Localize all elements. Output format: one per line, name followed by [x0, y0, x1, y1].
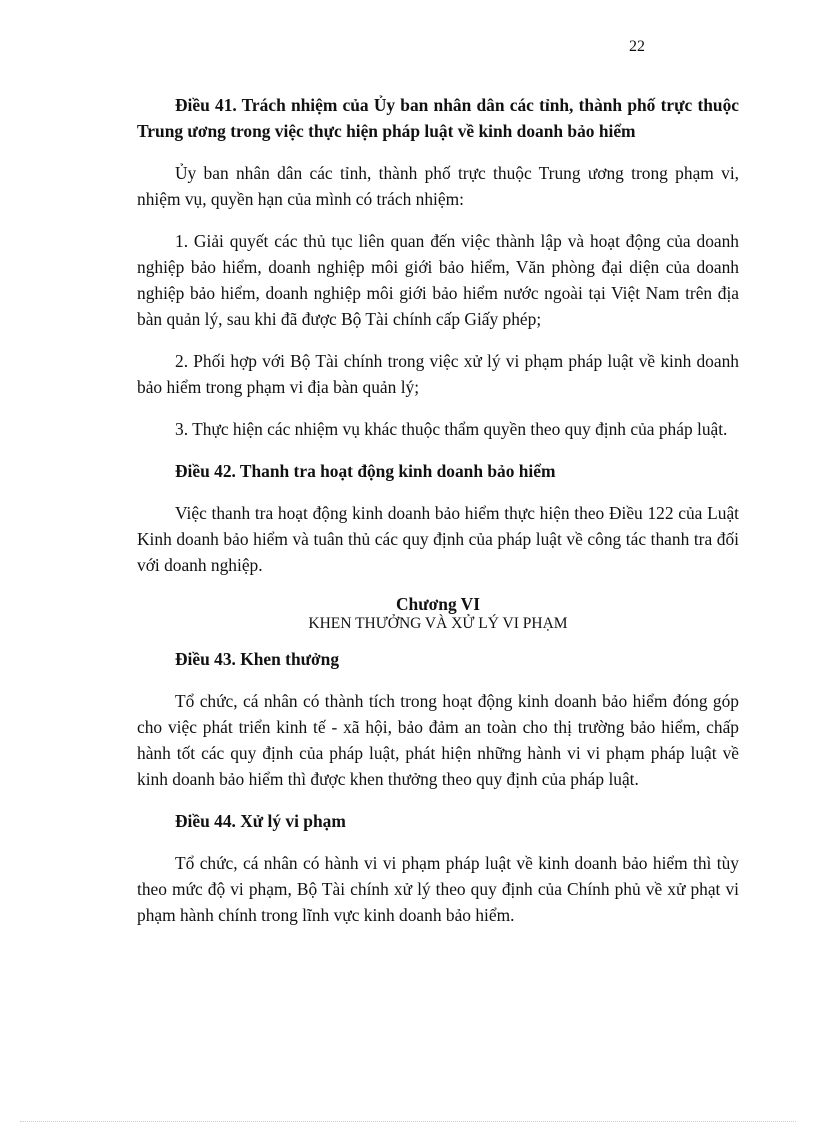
page-number: 22 [629, 38, 645, 55]
article-41-title: Điều 41. Trách nhiệm của Ủy ban nhân dân các tỉnh, thành phố trực thuộc Trung ương trong việc thực hiện pháp luật về kinh doanh bảo hiểm [137, 95, 739, 141]
article-44-body: Tổ chức, cá nhân có hành vi vi phạm pháp luật về kinh doanh bảo hiểm thì tùy theo mức độ vi phạm, Bộ Tài chính xử lý theo quy định của Chính phủ về xử phạt vi phạm hành chính trong lĩnh vực kinh doanh bảo hiểm. [137, 853, 739, 925]
document-body [137, 92, 739, 944]
article-41-item-2: 2. Phối hợp với Bộ Tài chính trong việc xử lý vi phạm pháp luật về kinh doanh bảo hiểm trong phạm vi địa bàn quản lý; [137, 351, 739, 397]
article-44-title: Điều 44. Xử lý vi phạm [175, 811, 346, 831]
chapter-number: Chương VI [395, 594, 481, 614]
chapter-title: KHEN THƯỞNG VÀ XỬ LÝ VI PHẠM [308, 615, 568, 632]
article-41-item-1: 1. Giải quyết các thủ tục liên quan đến việc thành lập và hoạt động của doanh nghiệp bảo hiểm, doanh nghiệp môi giới bảo hiểm, Văn phòng đại diện của doanh nghiệp bảo hiểm, doanh nghiệp môi giới bảo hiểm nước ngoài tại Việt Nam trên địa bàn quản lý, sau khi đã được Bộ Tài chính cấp Giấy phép; [137, 231, 739, 329]
article-42-body: Việc thanh tra hoạt động kinh doanh bảo hiểm thực hiện theo Điều 122 của Luật Kinh doanh bảo hiểm và tuân thủ các quy định của pháp luật về công tác thanh tra đối với doanh nghiệp. [137, 503, 739, 575]
page-bottom-divider [20, 1121, 796, 1122]
article-42-title: Điều 42. Thanh tra hoạt động kinh doanh bảo hiểm [175, 461, 556, 481]
article-43-title: Điều 43. Khen thưởng [175, 649, 340, 669]
chapter-heading [137, 594, 739, 634]
article-43-body: Tổ chức, cá nhân có thành tích trong hoạt động kinh doanh bảo hiểm đóng góp cho việc phát triển kinh tế - xã hội, bảo đảm an toàn cho thị trường bảo hiểm, chấp hành tốt các quy định của pháp luật, phát hiện những hành vi vi phạm pháp luật về kinh doanh bảo hiểm thì được khen thưởng theo quy định của pháp luật. [137, 691, 739, 789]
article-41-intro: Ủy ban nhân dân các tỉnh, thành phố trực thuộc Trung ương trong phạm vi, nhiệm vụ, quyền hạn của mình có trách nhiệm: [137, 163, 739, 209]
article-41-item-3: 3. Thực hiện các nhiệm vụ khác thuộc thẩm quyền theo quy định của pháp luật. [175, 419, 728, 439]
